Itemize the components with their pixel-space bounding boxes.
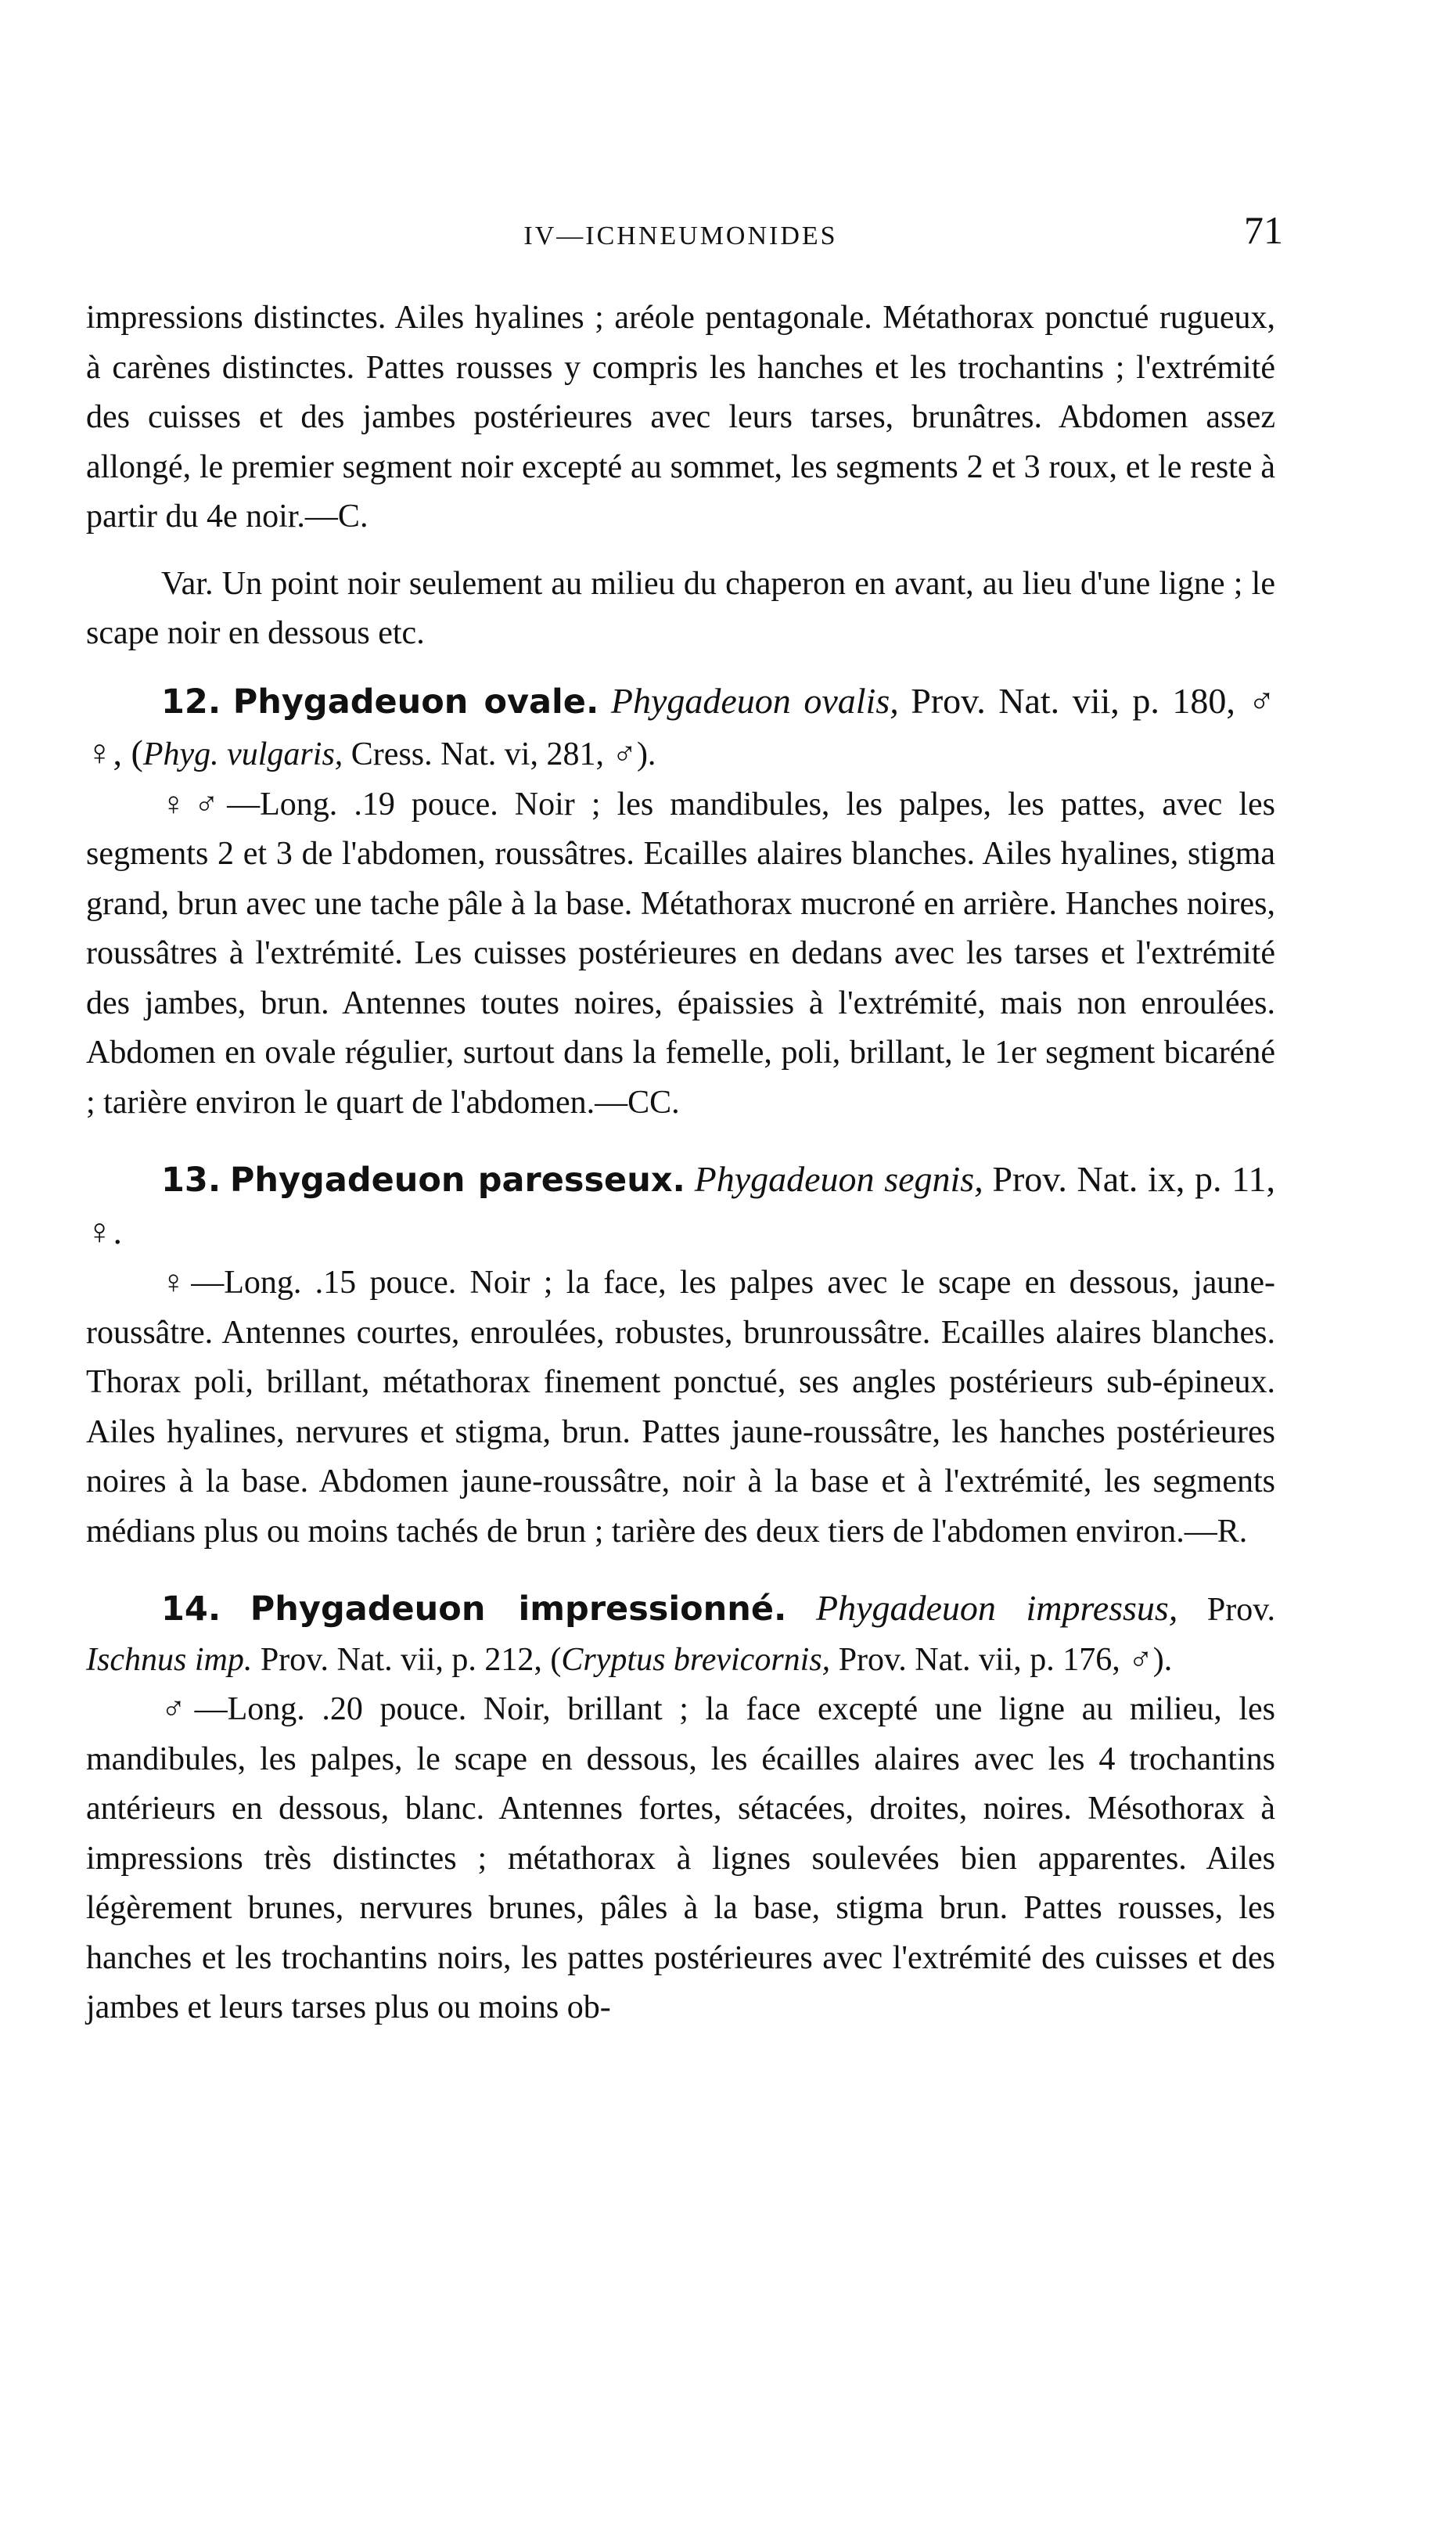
entry-13-heading — [86, 1154, 1275, 1258]
entry-14-heading — [86, 1583, 1275, 1685]
entry-12-heading — [86, 676, 1275, 780]
paragraph-continuation: impressions distinctes. Ailes hyalines ; aréole pentagonale. Métathorax ponctué rugueux, à carènes distinctes. Pattes rousses y compris les hanches et les trochantins ; l'extrémité des cuisses et des jambes postérieures avec leurs tarses, brunâtres. Abdomen assez allongé, le premier segment noir excepté au sommet, les segments 2 et 3 roux, et le reste à partir du 4e noir.—C. — [86, 300, 1275, 535]
entry-14-reference-b: Prov. Nat. vii, p. 212, ( — [252, 1641, 562, 1678]
page — [86, 207, 1283, 2033]
entry-12-synonym: Phyg. vulgaris, — [142, 736, 343, 772]
entry-12-reference-a: Prov. Nat. vii, p. 180, ♂ ♀, ( — [86, 680, 1275, 772]
entry-14-synonym-2: Cryptus brevicornis, — [561, 1641, 831, 1678]
paragraph-variety: Var. Un point noir seulement au milieu du chaperon en avant, au lieu d'une ligne ; le scape noir en dessous etc. — [86, 565, 1275, 651]
entry-14-title: Phygadeuon impressionné. — [250, 1589, 787, 1629]
page-header — [86, 207, 1283, 262]
page-number: 71 — [1244, 208, 1283, 252]
entry-13-description: ♀—Long. .15 pouce. Noir ; la face, les palpes avec le scape en dessous, jaune-roussâtre. Antennes courtes, enroulées, robustes, brunroussâtre. Ecailles alaires blanches. Thorax poli, brillant, métathorax finement ponctué, ses angles postérieurs sub-épineux. Ailes hyalines, nervures et stigma, brun. Pattes jaune-roussâtre, les hanches postérieures noires à la base. Abdomen jaune-roussâtre, noir à la base et à l'extrémité, les segments médians plus ou moins tachés de brun ; tarière des deux tiers de l'abdomen environ.—R. — [86, 1265, 1275, 1550]
running-head: IV—ICHNEUMONIDES — [523, 221, 838, 250]
entry-13-reference: Prov. Nat. ix, p. 11, ♀. — [86, 1159, 1276, 1251]
entry-12-description: ♀♂—Long. .19 pouce. Noir ; les mandibules, les palpes, les pattes, avec les segments 2 et 3 de l'abdomen, roussâtres. Ecailles alaires blanches. Ailes hyalines, stigma grand, brun avec une tache pâle à la base. Métathorax mucroné en arrière. Hanches noires, roussâtres à l'extrémité. Les cuisses postérieures en dedans avec les tarses et l'extrémité des jambes, brun. Antennes toutes noires, épaissies à l'extrémité, mais non enroulées. Abdomen en ovale régulier, surtout dans la femelle, poli, brillant, le 1er segment bicaréné ; tarière environ le quart de l'abdomen.—CC. — [86, 786, 1275, 1121]
entry-12-reference-b: Cress. Nat. vi, 281, ♂). — [343, 736, 656, 772]
entry-14-number: 14. — [161, 1589, 221, 1629]
entry-14-latin-name: Phygadeuon impressus, — [815, 1588, 1178, 1628]
entry-12-number: 12. — [161, 682, 221, 722]
entry-12-title: Phygadeuon ovale. — [232, 682, 599, 722]
entry-13-title: Phygadeuon paresseux. — [229, 1161, 685, 1200]
entry-14-reference-a: Prov. — [1206, 1592, 1276, 1628]
entry-14-description: ♂—Long. .20 pouce. Noir, brillant ; la face excepté une ligne au milieu, les mandibules, les palpes, le scape en dessous, les écailles alaires avec les 4 trochantins antérieurs en dessous, blanc. Antennes fortes, sétacées, droites, noires. Mésothorax à impressions très distinctes ; métathorax à lignes soulevées bien apparentes. Ailes légèrement brunes, nervures brunes, pâles à la base, stigma brun. Pattes rousses, les hanches et les trochantins noirs, les pattes postérieures avec l'extrémité des cuisses et des jambes et leurs tarses plus ou moins ob- — [86, 1691, 1275, 2025]
entry-13-number: 13. — [161, 1161, 221, 1200]
entry-12-latin-name: Phygadeuon ovalis, — [610, 680, 899, 721]
entry-14-reference-c: Prov. Nat. vii, p. 176, ♂). — [830, 1641, 1173, 1678]
entry-13-latin-name: Phygadeuon segnis, — [694, 1159, 983, 1199]
entry-14-synonym-1: Ischnus imp. — [86, 1641, 253, 1678]
